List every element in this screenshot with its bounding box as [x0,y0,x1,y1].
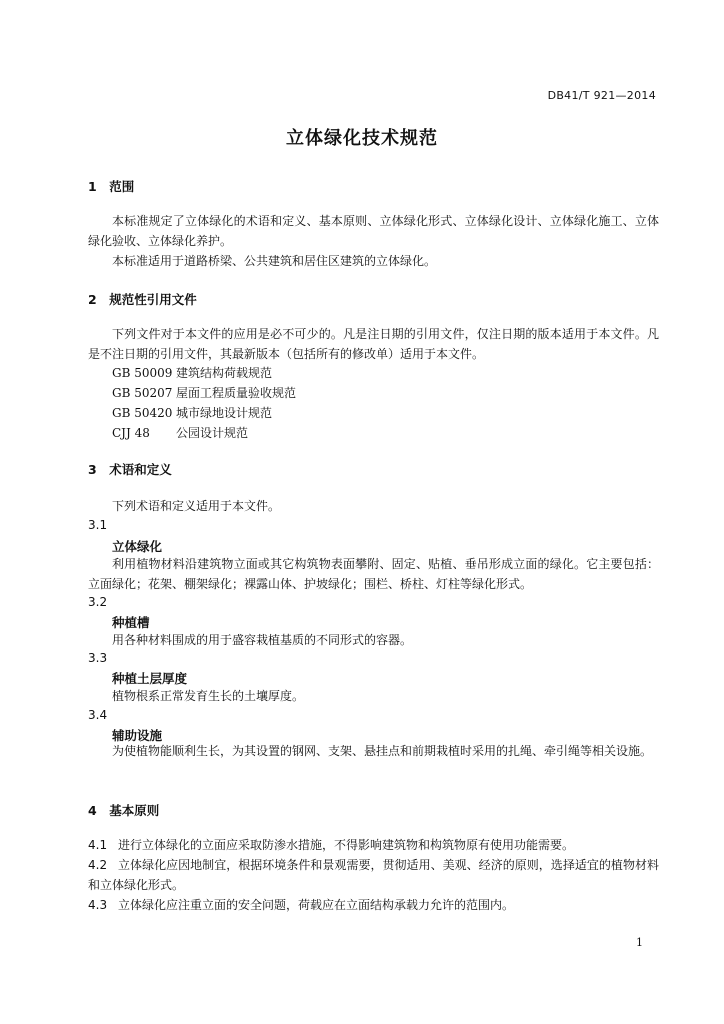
principle-item [88,895,659,915]
section-1-paragraph-2: 本标准适用于道路桥梁、公共建筑和居住区建筑的立体绿化。 [112,254,437,268]
term-definition: 用各种材料围成的用于盛容栽植基质的不同形式的容器。 [112,633,413,647]
term-number: 3.1 [88,518,108,532]
section-2-paragraph-1: 下列文件对于本文件的应用是必不可少的。凡是注日期的引用文件，仅注日期的版本适用于本文件。凡是不注日期的引用文件，其最新版本（包括所有的修改单）适用于本文件。 [88,327,659,361]
term-name: 辅助设施 [112,728,163,743]
document-title: 立体绿化技术规范 [286,128,438,149]
principle-item [88,835,659,855]
term-number: 3.3 [88,651,108,665]
principle-number: 4.3 [88,898,108,912]
normative-reference [112,364,272,381]
term-name: 立体绿化 [112,539,163,554]
section-2-heading: 2 规范性引用文件 [88,292,197,307]
section-1-paragraph-1: 本标准规定了立体绿化的术语和定义、基本原则、立体绿化形式、立体绿化设计、立体绿化施工、立体绿化验收、立体绿化养护。 [88,214,659,248]
principle-text: 立体绿化应注重立面的安全问题，荷载应在立面结构承载力允许的范围内。 [118,898,515,912]
reference-name: 屋面工程质量验收规范 [176,386,297,400]
reference-code: CJJ 48 [112,426,150,440]
principle-number: 4.1 [88,838,108,852]
principle-text: 进行立体绿化的立面应采取防渗水措施，不得影响建筑物和构筑物原有使用功能需要。 [118,838,575,852]
term-definition: 植物根系正常发育生长的土壤厚度。 [112,689,305,703]
reference-code: GB 50420 [112,406,173,420]
section-4-heading: 4 基本原则 [88,803,160,818]
principle-text: 立体绿化应因地制宜，根据环境条件和景观需要，贯彻适用、美观、经济的原则，选择适宜的植物材料和立体绿化形式。 [88,858,659,892]
reference-code: GB 50207 [112,386,173,400]
normative-reference [112,384,296,401]
section-3-heading: 3 术语和定义 [88,462,172,477]
page-number: 1 [636,936,643,949]
term-name: 种植土层厚度 [112,671,188,686]
section-3-intro: 下列术语和定义适用于本文件。 [112,499,281,513]
term-number: 3.4 [88,708,108,722]
reference-name: 公园设计规范 [176,426,249,440]
reference-name: 城市绿地设计规范 [176,406,273,420]
principle-item [88,855,659,895]
document-code: DB41/T 921—2014 [547,89,656,102]
principle-number: 4.2 [88,858,108,872]
section-1-heading: 1 范围 [88,179,135,194]
normative-reference [112,404,272,421]
term-definition: 利用植物材料沿建筑物立面或其它构筑物表面攀附、固定、贴植、垂吊形成立面的绿化。它主要包括：立面绿化；花架、棚架绿化；裸露山体、护坡绿化；围栏、桥柱、灯柱等绿化形式。 [88,557,659,591]
reference-name: 建筑结构荷载规范 [176,366,273,380]
term-definition: 为使植物能顺利生长，为其设置的钢网、支架、悬挂点和前期栽植时采用的扎绳、牵引绳等相关设施。 [112,744,653,758]
reference-code: GB 50009 [112,366,173,380]
term-name: 种植槽 [112,615,150,630]
normative-reference [112,424,248,441]
term-number: 3.2 [88,595,108,609]
